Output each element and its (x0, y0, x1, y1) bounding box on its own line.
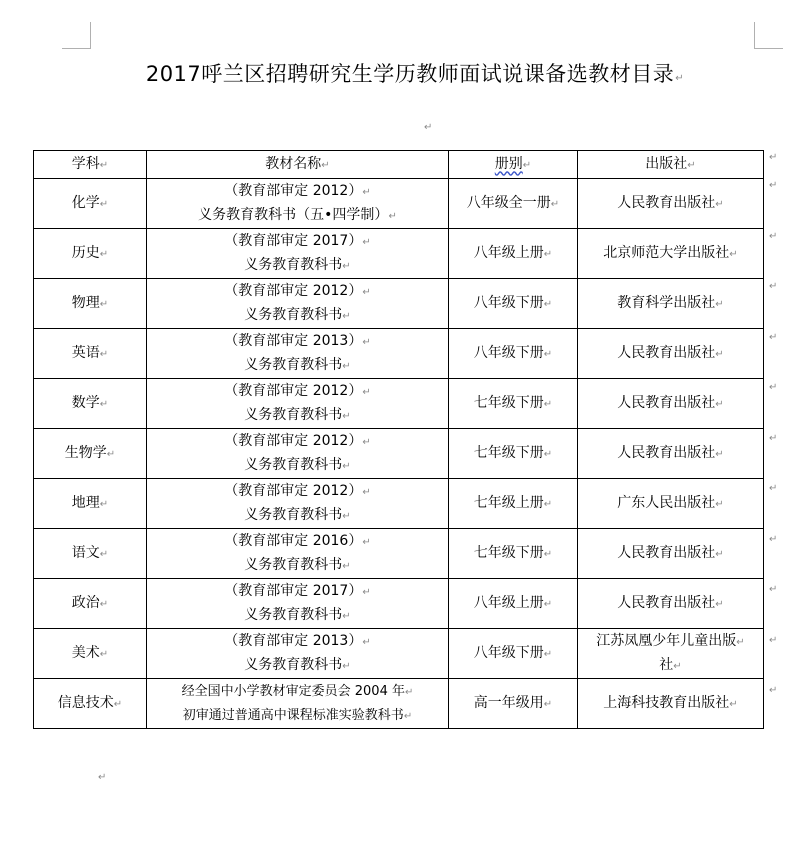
row-end-mark-icon: ↵ (769, 634, 778, 646)
table-row (34, 229, 764, 279)
cell-subject[interactable] (34, 329, 147, 379)
cell-volume-text: 七年级下册 (473, 544, 544, 561)
paragraph-mark-icon: ↵ (113, 698, 123, 710)
paragraph-mark-icon: ↵ (543, 698, 553, 710)
cell-volume[interactable] (449, 329, 578, 379)
page-corner-mark-top-left (62, 22, 91, 49)
paragraph-mark-icon: ↵ (321, 159, 330, 171)
cell-textbook-text: （教育部审定 2017） (224, 582, 363, 599)
cell-subject[interactable] (34, 579, 147, 629)
paragraph-mark-icon: ↵ (362, 236, 371, 248)
paragraph-mark-icon: ↵ (543, 498, 553, 510)
cell-textbook[interactable] (147, 579, 449, 629)
cell-textbook[interactable] (147, 629, 449, 679)
cell-publisher[interactable] (578, 279, 764, 329)
cell-subject[interactable] (34, 229, 147, 279)
row-end-mark-icon: ↵ (769, 152, 778, 163)
cell-textbook-text: 义务教育教科书 (244, 406, 343, 423)
cell-subject-text: 政治 (71, 594, 100, 611)
cell-textbook-text: （教育部审定 2012） (224, 182, 363, 199)
cell-publisher[interactable] (578, 529, 764, 579)
table-row (34, 279, 764, 329)
cell-subject-text: 物理 (71, 294, 100, 311)
paragraph-mark-icon: ↵ (715, 298, 724, 310)
paragraph-mark-icon: ↵ (99, 598, 109, 610)
document-title[interactable] (0, 58, 790, 88)
paragraph-mark-icon: ↵ (550, 198, 560, 210)
paragraph-mark-icon: ↵ (543, 398, 553, 410)
paragraph-mark-icon: ↵ (342, 410, 351, 422)
cell-publisher-text: 教育科学出版社 (617, 294, 716, 311)
cell-textbook-text: （教育部审定 2012） (224, 382, 363, 399)
paragraph-mark-icon: ↵ (99, 159, 109, 171)
cell-publisher[interactable] (578, 429, 764, 479)
cell-subject-text: 美术 (71, 644, 100, 661)
cell-textbook[interactable] (147, 329, 449, 379)
cell-subject-text: 生物学 (64, 444, 107, 461)
paragraph-mark-icon: ↵ (522, 159, 532, 171)
paragraph-mark-icon: ↵ (543, 248, 553, 260)
row-end-mark-icon: ↵ (769, 180, 778, 191)
paragraph-mark-icon: ↵ (342, 610, 351, 622)
cell-subject-text: 英语 (71, 344, 100, 361)
table-row (34, 629, 764, 679)
cell-subject[interactable] (34, 679, 147, 729)
cell-textbook[interactable] (147, 379, 449, 429)
textbook-catalog-table (33, 150, 764, 729)
cell-publisher-text: 人民教育出版社 (617, 444, 716, 461)
paragraph-mark-icon: ↵ (715, 598, 724, 610)
cell-volume[interactable] (449, 429, 578, 479)
paragraph-mark-icon: ↵ (388, 210, 397, 222)
cell-textbook-text: 义务教育教科书 (244, 606, 343, 623)
paragraph-mark-icon: ↵ (543, 648, 553, 660)
paragraph-mark-icon: ↵ (342, 660, 351, 672)
paragraph-mark-icon: ↵ (715, 548, 724, 560)
cell-subject[interactable] (34, 479, 147, 529)
table-row (34, 579, 764, 629)
cell-publisher-text: 人民教育出版社 (617, 194, 716, 211)
paragraph-mark-icon: ↵ (715, 398, 724, 410)
cell-textbook[interactable] (147, 679, 449, 729)
row-end-mark-icon: ↵ (769, 331, 778, 343)
paragraph-mark-icon: ↵ (715, 198, 724, 210)
paragraph-mark-icon: ↵ (715, 498, 724, 510)
cell-publisher-text: 北京师范大学出版社 (603, 244, 730, 261)
paragraph-mark-icon: ↵ (342, 260, 351, 272)
paragraph-mark-icon: ↵ (715, 348, 724, 360)
paragraph-mark-icon: ↵ (342, 460, 351, 472)
table-row (34, 429, 764, 479)
table-row (34, 529, 764, 579)
cell-subject-text: 历史 (71, 244, 100, 261)
cell-textbook-text: 义务教育教科书 (244, 506, 343, 523)
paragraph-mark-icon: ↵ (404, 686, 414, 698)
paragraph-mark-icon: ↵ (99, 248, 109, 260)
cell-publisher-text: 人民教育出版社 (617, 394, 716, 411)
cell-volume-text: 八年级下册 (473, 644, 544, 661)
cell-volume[interactable] (449, 179, 578, 229)
paragraph-mark-icon: ↵ (362, 436, 371, 448)
cell-textbook-text: 义务教育教科书 (244, 306, 343, 323)
paragraph-mark-icon: ↵ (342, 510, 351, 522)
paragraph-mark-icon: ↵ (543, 348, 553, 360)
cell-textbook[interactable] (147, 429, 449, 479)
cell-subject[interactable] (34, 179, 147, 229)
cell-publisher-text: 人民教育出版社 (617, 344, 716, 361)
cell-volume-text: 八年级全一册 (466, 194, 551, 211)
cell-volume[interactable] (449, 679, 578, 729)
cell-volume-text: 七年级下册 (473, 444, 544, 461)
cell-subject-text: 地理 (71, 494, 100, 511)
paragraph-mark-icon: ↵ (99, 498, 109, 510)
paragraph-mark-icon: ↵ (99, 548, 109, 560)
header-publisher[interactable] (578, 151, 764, 179)
cell-textbook-text: （教育部审定 2017） (224, 232, 363, 249)
cell-textbook[interactable] (147, 229, 449, 279)
paragraph-mark-icon: ↵ (403, 710, 413, 722)
row-end-mark-icon: ↵ (769, 230, 778, 242)
cell-volume[interactable] (449, 279, 578, 329)
cell-textbook-text: 义务教育教科书 (244, 456, 343, 473)
cell-textbook-text: （教育部审定 2013） (224, 632, 363, 649)
row-end-mark-icon: ↵ (769, 382, 778, 393)
row-end-mark-icon: ↵ (769, 483, 778, 494)
header-subject[interactable] (34, 151, 147, 179)
cell-textbook-text: （教育部审定 2012） (224, 432, 363, 449)
cell-textbook-text: 义务教育教科书 (244, 256, 343, 273)
paragraph-mark-icon: ↵ (362, 386, 371, 398)
cell-textbook-text: 经全国中小学教材审定委员会 2004 年 (181, 683, 405, 699)
cell-textbook-text: （教育部审定 2012） (224, 282, 363, 299)
row-end-mark-icon: ↵ (769, 281, 778, 292)
cell-textbook[interactable] (147, 279, 449, 329)
paragraph-mark-icon: ↵ (99, 198, 109, 210)
paragraph-mark-icon: ↵ (362, 286, 371, 298)
paragraph-mark-icon: ↵ (362, 186, 371, 198)
table-header-row (34, 151, 764, 179)
paragraph-mark-icon: ↵ (675, 73, 685, 84)
cell-publisher[interactable] (578, 329, 764, 379)
paragraph-mark-icon: ↵ (342, 310, 351, 322)
header-textbook[interactable] (147, 151, 449, 179)
cell-textbook-text: （教育部审定 2016） (224, 532, 363, 549)
cell-subject[interactable] (34, 529, 147, 579)
paragraph-mark-icon: ↵ (736, 636, 745, 648)
paragraph-mark-icon: ↵ (543, 298, 553, 310)
table-row (34, 479, 764, 529)
cell-textbook-text: 义务教育教科书 (244, 556, 343, 573)
row-end-mark-icon: ↵ (769, 533, 778, 545)
cell-volume-text: 高一年级用 (473, 694, 544, 711)
paragraph-mark-icon: ↵ (362, 336, 371, 348)
cell-textbook-text: （教育部审定 2013） (224, 332, 363, 349)
table-row (34, 379, 764, 429)
paragraph-mark-icon: ↵ (99, 348, 109, 360)
paragraph-mark-icon: ↵ (362, 486, 371, 498)
paragraph-mark-icon: ↵ (362, 536, 371, 548)
paragraph-mark-icon: ↵ (98, 772, 107, 783)
cell-volume-text: 八年级下册 (473, 344, 544, 361)
cell-volume-text: 七年级上册 (473, 494, 544, 511)
cell-volume-text: 八年级上册 (473, 244, 544, 261)
cell-subject[interactable] (34, 379, 147, 429)
cell-textbook-text: 义务教育教科书 (244, 656, 343, 673)
paragraph-mark-icon: ↵ (362, 586, 371, 598)
cell-publisher[interactable] (578, 379, 764, 429)
paragraph-mark-icon: ↵ (543, 598, 553, 610)
cell-textbook[interactable] (147, 479, 449, 529)
cell-volume[interactable] (449, 579, 578, 629)
header-volume[interactable] (449, 151, 578, 179)
cell-subject-text: 化学 (71, 194, 100, 211)
table-row (34, 679, 764, 729)
cell-subject[interactable] (34, 279, 147, 329)
cell-publisher[interactable] (578, 229, 764, 279)
cell-publisher[interactable] (578, 579, 764, 629)
cell-textbook[interactable] (147, 179, 449, 229)
cell-publisher[interactable] (578, 179, 764, 229)
paragraph-mark-icon: ↵ (99, 298, 109, 310)
paragraph-mark-icon: ↵ (673, 660, 682, 672)
header-subject-text: 学科 (71, 155, 100, 172)
cell-volume[interactable] (449, 629, 578, 679)
paragraph-mark-icon: ↵ (687, 159, 696, 171)
paragraph-mark-icon: ↵ (715, 448, 724, 460)
cell-textbook-text: 初审通过普通高中课程标准实验教科书 (182, 707, 404, 723)
cell-publisher[interactable] (578, 629, 764, 679)
paragraph-mark-icon: ↵ (342, 560, 351, 572)
cell-subject-text: 数学 (71, 394, 100, 411)
cell-subject[interactable] (34, 429, 147, 479)
cell-publisher[interactable] (578, 479, 764, 529)
paragraph-mark-icon: ↵ (99, 398, 109, 410)
cell-volume[interactable] (449, 229, 578, 279)
paragraph-mark-icon: ↵ (342, 360, 351, 372)
paragraph-mark-icon: ↵ (106, 448, 116, 460)
cell-publisher-text: 人民教育出版社 (617, 544, 716, 561)
header-volume-text: 册别 (494, 155, 523, 172)
row-end-mark-icon: ↵ (769, 432, 778, 444)
paragraph-mark-icon: ↵ (543, 448, 553, 460)
cell-publisher-text: 江苏凤凰少年儿童出版 (596, 632, 737, 649)
cell-subject-text: 信息技术 (57, 694, 114, 711)
paragraph-mark-icon: ↵ (729, 698, 738, 710)
cell-volume-text: 八年级上册 (473, 594, 544, 611)
cell-textbook[interactable] (147, 529, 449, 579)
header-textbook-text: 教材名称 (265, 155, 322, 172)
cell-volume[interactable] (449, 529, 578, 579)
page-corner-mark-top-right (754, 22, 783, 49)
row-end-mark-icon: ↵ (769, 584, 778, 595)
cell-publisher-text: 社 (659, 656, 674, 673)
cell-publisher-text: 人民教育出版社 (617, 594, 716, 611)
cell-subject[interactable] (34, 629, 147, 679)
table-row (34, 329, 764, 379)
cell-volume[interactable] (449, 379, 578, 429)
paragraph-mark-icon: ↵ (99, 648, 109, 660)
cell-volume-text: 八年级下册 (473, 294, 544, 311)
cell-publisher[interactable] (578, 679, 764, 729)
cell-textbook-text: （教育部审定 2012） (224, 482, 363, 499)
cell-textbook-text: 义务教育教科书 (244, 356, 343, 373)
cell-volume-text: 七年级下册 (473, 394, 544, 411)
cell-subject-text: 语文 (71, 544, 100, 561)
cell-volume[interactable] (449, 479, 578, 529)
cell-publisher-text: 广东人民出版社 (617, 494, 716, 511)
document-title-text: 2017呼兰区招聘研究生学历教师面试说课备选教材目录 (145, 62, 675, 86)
header-publisher-text: 出版社 (645, 155, 688, 172)
paragraph-mark-icon: ↵ (543, 548, 553, 560)
row-end-mark-icon: ↵ (769, 685, 778, 696)
cell-publisher-text: 上海科技教育出版社 (603, 694, 730, 711)
paragraph-mark-icon: ↵ (362, 636, 371, 648)
table-row (34, 179, 764, 229)
paragraph-mark-icon: ↵ (424, 122, 433, 133)
cell-textbook-text: 义务教育教科书（五•四学制） (198, 206, 389, 223)
paragraph-mark-icon: ↵ (729, 248, 738, 260)
